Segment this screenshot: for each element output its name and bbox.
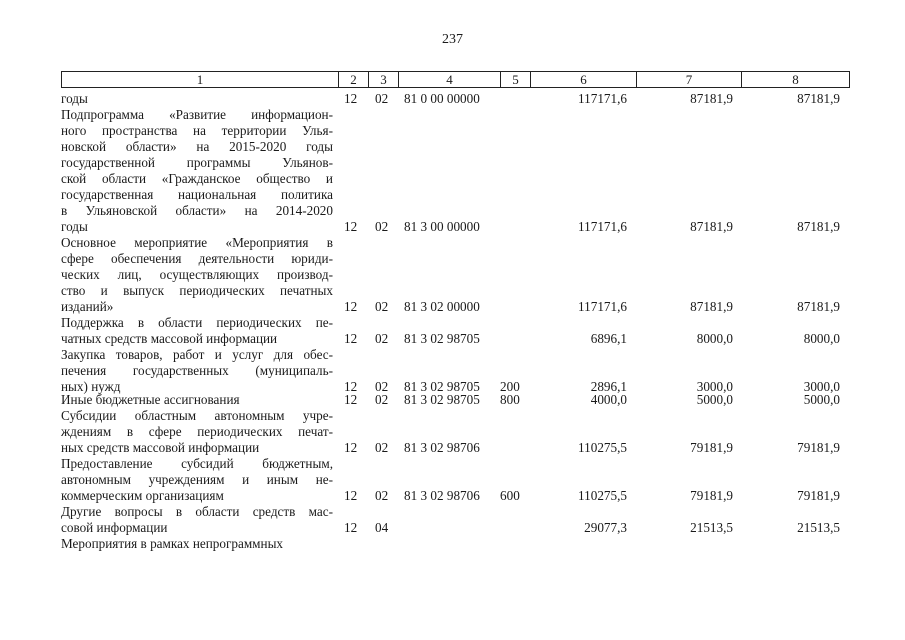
cell-c2: 12 xyxy=(344,379,358,394)
cell-c3: 02 xyxy=(375,91,389,106)
cell-c3: 02 xyxy=(375,440,389,455)
cell-c8: 79181,9 xyxy=(797,488,840,503)
row-description xyxy=(61,504,333,536)
description-line: ской области «Гражданское общество и xyxy=(61,171,333,186)
description-line: Закупка товаров, работ и услуг для обес- xyxy=(61,347,333,362)
description-line: ческих лиц, осуществляющих производ- xyxy=(61,267,333,282)
row-description xyxy=(61,456,333,504)
row-description xyxy=(61,107,333,235)
row-description xyxy=(61,91,333,107)
cell-c4: 81 3 02 98705 xyxy=(404,392,480,407)
cell-c7: 87181,9 xyxy=(690,299,733,314)
cell-c8: 3000,0 xyxy=(803,379,840,394)
cell-c6: 117171,6 xyxy=(578,91,627,106)
header-col-8: 8 xyxy=(741,72,849,87)
description-line: чатных средств массовой информации xyxy=(61,331,278,346)
cell-c8: 21513,5 xyxy=(797,520,840,535)
cell-c2: 12 xyxy=(344,488,358,503)
description-line: годы xyxy=(61,91,88,106)
header-col-6: 6 xyxy=(530,72,636,87)
header-col-3: 3 xyxy=(368,72,398,87)
description-line: Мероприятия в рамках непрограммных xyxy=(61,536,284,551)
cell-c4: 81 3 02 98706 xyxy=(404,440,480,455)
cell-c8: 79181,9 xyxy=(797,440,840,455)
description-line: новской области» на 2015-2020 годы xyxy=(61,139,333,154)
cell-c2: 12 xyxy=(344,299,358,314)
description-line: годы xyxy=(61,219,88,234)
cell-c7: 79181,9 xyxy=(690,488,733,503)
row-description xyxy=(61,347,333,395)
cell-c5: 200 xyxy=(500,379,520,394)
description-line: в Ульяновской области» на 2014-2020 xyxy=(61,203,333,218)
description-line: Подпрограмма «Развитие информацион- xyxy=(61,107,333,122)
cell-c4: 81 3 00 00000 xyxy=(404,219,480,234)
description-line: Поддержка в области периодических пе- xyxy=(61,315,333,330)
cell-c3: 02 xyxy=(375,488,389,503)
cell-c3: 04 xyxy=(375,520,389,535)
cell-c8: 87181,9 xyxy=(797,299,840,314)
description-line: Иные бюджетные ассигнования xyxy=(61,392,240,407)
cell-c3: 02 xyxy=(375,331,389,346)
cell-c5: 600 xyxy=(500,488,520,503)
cell-c8: 8000,0 xyxy=(803,331,840,346)
header-col-7: 7 xyxy=(636,72,741,87)
description-line: Предоставление субсидий бюджетным, xyxy=(61,456,333,471)
cell-c4: 81 3 02 98706 xyxy=(404,488,480,503)
description-line: коммерческим организациям xyxy=(61,488,224,503)
cell-c2: 12 xyxy=(344,91,358,106)
cell-c2: 12 xyxy=(344,219,358,234)
cell-c4: 81 3 02 98705 xyxy=(404,379,480,394)
description-line: печения государственных (муниципаль- xyxy=(61,363,333,378)
cell-c7: 79181,9 xyxy=(690,440,733,455)
row-description xyxy=(61,408,333,456)
cell-c2: 12 xyxy=(344,520,358,535)
description-line: Основное мероприятие «Мероприятия в xyxy=(61,235,333,250)
cell-c6: 110275,5 xyxy=(578,440,627,455)
description-line: Другие вопросы в области средств мас- xyxy=(61,504,333,519)
cell-c6: 110275,5 xyxy=(578,488,627,503)
cell-c3: 02 xyxy=(375,219,389,234)
cell-c6: 2896,1 xyxy=(590,379,627,394)
description-line: совой информации xyxy=(61,520,168,535)
cell-c7: 21513,5 xyxy=(690,520,733,535)
description-line: сфере обеспечения деятельности юриди- xyxy=(61,251,333,266)
header-col-4: 4 xyxy=(398,72,500,87)
description-line: ство и выпуск периодических печатных xyxy=(61,283,333,298)
cell-c4: 81 0 00 00000 xyxy=(404,91,480,106)
description-line: ждениям в сфере периодических печат- xyxy=(61,424,333,439)
cell-c6: 117171,6 xyxy=(578,219,627,234)
description-line: ного пространства на территории Улья- xyxy=(61,123,333,138)
description-line: автономным учреждениям и иным не- xyxy=(61,472,333,487)
table-header xyxy=(61,71,850,88)
row-description xyxy=(61,315,333,347)
cell-c7: 87181,9 xyxy=(690,91,733,106)
cell-c6: 6896,1 xyxy=(590,331,627,346)
cell-c7: 5000,0 xyxy=(696,392,733,407)
cell-c3: 02 xyxy=(375,392,389,407)
description-line: Субсидии областным автономным учре- xyxy=(61,408,333,423)
cell-c6: 29077,3 xyxy=(584,520,627,535)
row-description xyxy=(61,392,333,408)
description-line: изданий» xyxy=(61,299,114,314)
cell-c8: 87181,9 xyxy=(797,219,840,234)
page-number: 237 xyxy=(442,32,463,47)
header-col-2: 2 xyxy=(338,72,368,87)
cell-c4: 81 3 02 98705 xyxy=(404,331,480,346)
description-line: ных) нужд xyxy=(61,379,121,394)
header-col-5: 5 xyxy=(500,72,530,87)
cell-c6: 117171,6 xyxy=(578,299,627,314)
cell-c8: 87181,9 xyxy=(797,91,840,106)
cell-c3: 02 xyxy=(375,379,389,394)
cell-c6: 4000,0 xyxy=(590,392,627,407)
description-line: государственная национальная политика xyxy=(61,187,333,202)
row-description xyxy=(61,536,333,552)
cell-c8: 5000,0 xyxy=(803,392,840,407)
cell-c2: 12 xyxy=(344,331,358,346)
description-line: ных средств массовой информации xyxy=(61,440,260,455)
description-line: государственной программы Ульянов- xyxy=(61,155,333,170)
cell-c2: 12 xyxy=(344,440,358,455)
cell-c5: 800 xyxy=(500,392,520,407)
cell-c3: 02 xyxy=(375,299,389,314)
row-description xyxy=(61,235,333,315)
header-col-1: 1 xyxy=(196,72,204,87)
cell-c4: 81 3 02 00000 xyxy=(404,299,480,314)
cell-c2: 12 xyxy=(344,392,358,407)
cell-c7: 87181,9 xyxy=(690,219,733,234)
cell-c7: 8000,0 xyxy=(696,331,733,346)
cell-c7: 3000,0 xyxy=(696,379,733,394)
